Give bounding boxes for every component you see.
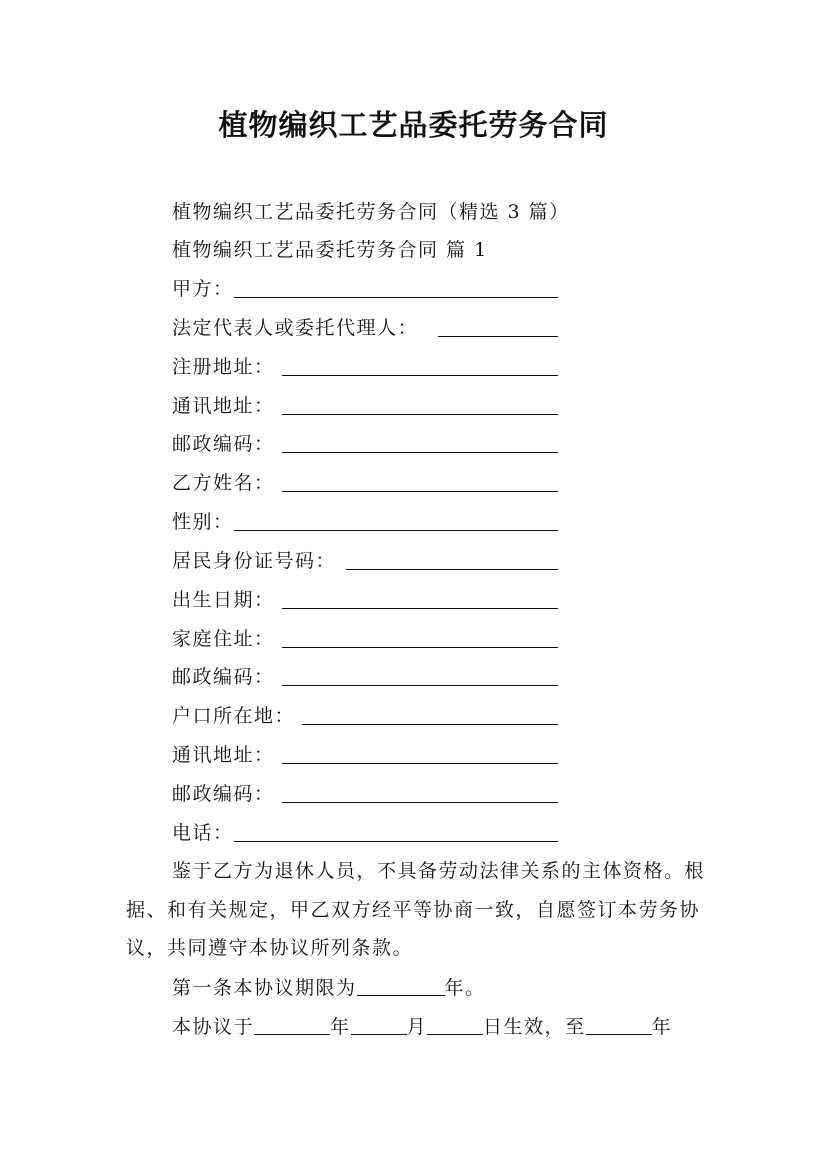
term-prefix: 本协议于	[172, 1016, 255, 1038]
field-label: 通讯地址：	[172, 744, 275, 766]
article-1	[172, 976, 486, 1000]
field-row	[172, 782, 275, 806]
field-blank[interactable]	[282, 414, 558, 415]
term-year-label: 年	[330, 1016, 351, 1038]
article-1-suffix: 年。	[444, 977, 486, 999]
end-year-blank[interactable]	[586, 1016, 652, 1035]
preamble-paragraph: 鉴于乙方为退休人员，不具备劳动法律关系的主体资格。根据、和有关规定，甲乙双方经平等协商一致，自愿签订本劳务协议，共同遵守本协议所列条款。	[126, 860, 706, 959]
field-label: 通讯地址：	[172, 395, 275, 417]
field-row	[172, 665, 275, 689]
field-row	[172, 821, 234, 845]
field-blank[interactable]	[282, 375, 558, 376]
field-blank[interactable]	[282, 763, 558, 764]
field-blank[interactable]	[282, 647, 558, 648]
field-label: 甲方：	[172, 278, 234, 300]
field-blank[interactable]	[234, 530, 558, 531]
field-blank[interactable]	[282, 491, 558, 492]
field-label: 注册地址：	[172, 356, 275, 378]
field-label: 居民身份证号码：	[172, 550, 337, 572]
start-month-blank[interactable]	[351, 1016, 407, 1035]
field-row	[172, 627, 275, 651]
field-label: 邮政编码：	[172, 433, 275, 455]
field-row	[172, 471, 275, 495]
field-label: 乙方姓名：	[172, 472, 275, 494]
term-line	[172, 1015, 672, 1039]
subtitle: 植物编织工艺品委托劳务合同（精选 3 篇）	[172, 201, 570, 223]
field-row	[172, 277, 234, 301]
field-label: 电话：	[172, 822, 234, 844]
field-label: 性别：	[172, 511, 234, 533]
field-row	[172, 743, 275, 767]
field-label: 户口所在地：	[172, 705, 296, 727]
field-row	[172, 355, 275, 379]
field-row	[172, 510, 234, 534]
field-blank[interactable]	[282, 685, 558, 686]
field-blank[interactable]	[282, 608, 558, 609]
term-day-label: 日生效，至	[483, 1016, 586, 1038]
field-blank[interactable]	[234, 297, 558, 298]
field-row	[172, 549, 336, 573]
field-blank[interactable]	[282, 802, 558, 803]
field-blank[interactable]	[346, 569, 558, 570]
document-title: 植物编织工艺品委托劳务合同	[218, 108, 609, 142]
field-label: 家庭住址：	[172, 628, 275, 650]
field-row	[172, 588, 275, 612]
term-end-label: 年	[651, 1016, 673, 1038]
article-1-prefix: 第一条本协议期限为	[172, 977, 357, 999]
field-blank[interactable]	[438, 336, 558, 337]
term-years-blank[interactable]	[357, 977, 445, 996]
field-blank[interactable]	[282, 452, 558, 453]
field-row	[172, 316, 418, 340]
field-row	[172, 704, 295, 728]
field-label: 邮政编码：	[172, 666, 275, 688]
section-heading: 植物编织工艺品委托劳务合同 篇 1	[172, 239, 488, 261]
field-label: 邮政编码：	[172, 783, 275, 805]
field-label: 出生日期：	[172, 589, 275, 611]
start-day-blank[interactable]	[427, 1016, 483, 1035]
field-label: 法定代表人或委托代理人：	[172, 317, 419, 339]
start-year-blank[interactable]	[254, 1016, 330, 1035]
field-row	[172, 432, 275, 456]
term-month-label: 月	[406, 1016, 428, 1038]
field-blank[interactable]	[302, 724, 558, 725]
field-blank[interactable]	[234, 841, 558, 842]
field-row	[172, 394, 275, 418]
